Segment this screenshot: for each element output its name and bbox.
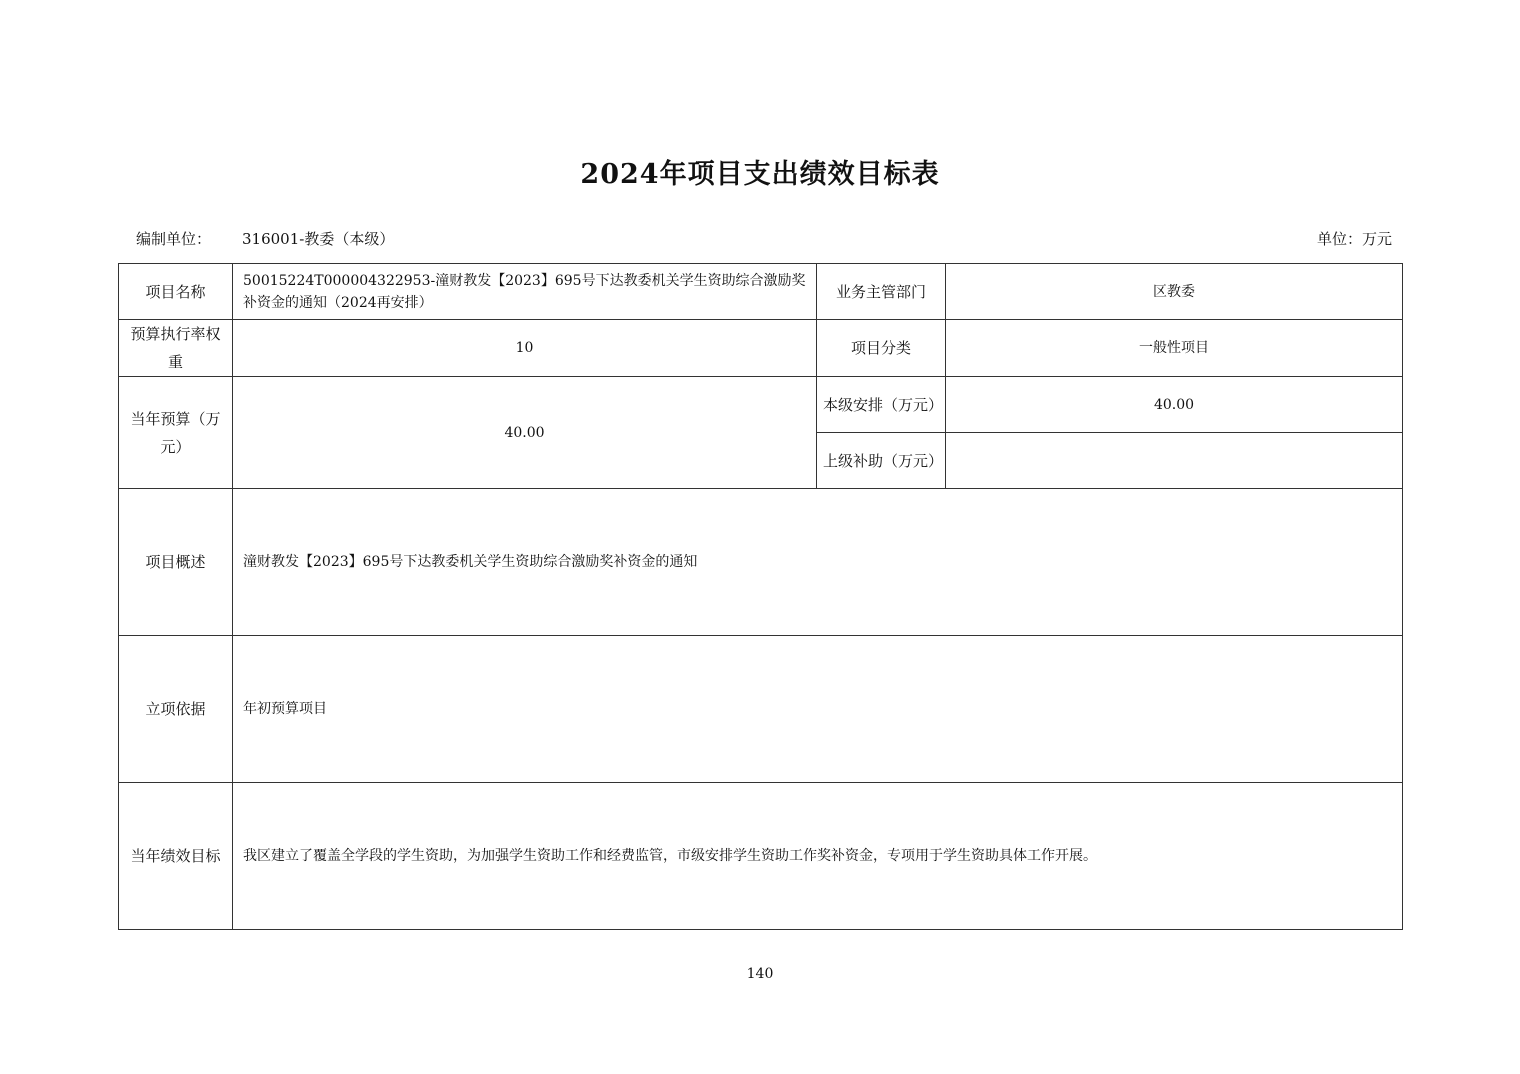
row-goal	[119, 783, 1403, 930]
row-annual-budget	[119, 377, 1403, 433]
exec-rate-value: 10	[233, 320, 817, 377]
basis-value: 年初预算项目	[233, 636, 1403, 783]
compiling-unit-label: 编制单位：	[136, 230, 212, 248]
project-name-value: 50015224T000004322953-潼财教发【2023】695号下达教委机关学生资助综合激励奖补资金的通知（2024再安排）	[233, 264, 817, 320]
dept-value: 区教委	[946, 264, 1403, 320]
goal-label: 当年绩效目标	[119, 783, 233, 930]
project-name-label: 项目名称	[119, 264, 233, 320]
row-basis	[119, 636, 1403, 783]
row-project-name	[119, 264, 1403, 320]
superior-subsidy-value	[946, 433, 1403, 489]
basis-label: 立项依据	[119, 636, 233, 783]
category-label: 项目分类	[817, 320, 946, 377]
local-arrangement-label: 本级安排（万元）	[817, 377, 946, 433]
performance-target-table	[118, 263, 1403, 930]
annual-budget-value: 40.00	[233, 377, 817, 489]
currency-unit: 单位：万元	[1316, 230, 1392, 248]
compiling-unit-value: 316001-教委（本级）	[242, 230, 395, 248]
category-value: 一般性项目	[946, 320, 1403, 377]
superior-subsidy-label: 上级补助（万元）	[817, 433, 946, 489]
overview-label: 项目概述	[119, 489, 233, 636]
exec-rate-label: 预算执行率权重	[119, 320, 233, 377]
page-number: 140	[746, 966, 774, 982]
header-meta	[136, 228, 1392, 252]
goal-value: 我区建立了覆盖全学段的学生资助，为加强学生资助工作和经费监管，市级安排学生资助工作奖补资金，专项用于学生资助具体工作开展。	[233, 783, 1403, 930]
row-exec-rate	[119, 320, 1403, 377]
page-title: 2024年项目支出绩效目标表	[580, 159, 940, 190]
row-overview	[119, 489, 1403, 636]
annual-budget-label: 当年预算（万元）	[119, 377, 233, 489]
overview-value: 潼财教发【2023】695号下达教委机关学生资助综合激励奖补资金的通知	[233, 489, 1403, 636]
dept-label: 业务主管部门	[817, 264, 946, 320]
local-arrangement-value: 40.00	[946, 377, 1403, 433]
